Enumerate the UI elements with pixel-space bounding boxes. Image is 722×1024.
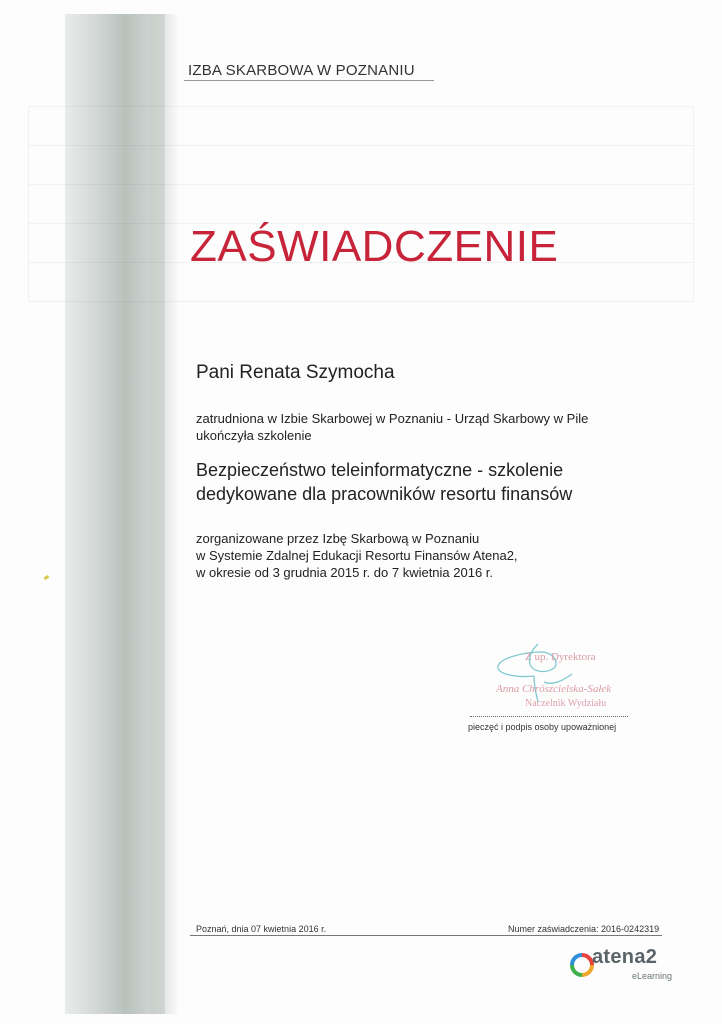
organized-line-1: zorganizowane przez Izbę Skarbową w Poznaniu xyxy=(196,531,480,546)
course-title-line-2: dedykowane dla pracowników resortu finansów xyxy=(196,484,573,504)
employment-line-1: zatrudniona w Izbie Skarbowej w Poznaniu - Urząd Skarbowy w Pile xyxy=(196,411,589,426)
certificate-title: ZAŚWIADCZENIE xyxy=(190,222,559,271)
course-title-line-1: Bezpieczeństwo teleinformatyczne - szkolenie xyxy=(196,460,564,480)
bleed-through-table xyxy=(28,106,694,302)
stray-mark xyxy=(44,575,50,580)
header-rule xyxy=(184,80,434,81)
recipient-name: Pani Renata Szymocha xyxy=(196,362,395,383)
signature-line xyxy=(470,716,628,717)
organized-line-3: w okresie od 3 grudnia 2015 r. do 7 kwietnia 2016 r. xyxy=(196,565,494,580)
employment-line-2: ukończyła szkolenie xyxy=(196,428,312,443)
course-title xyxy=(196,458,572,506)
atena-logo-text: atena2 xyxy=(592,946,658,968)
place-and-date: Poznań, dnia 07 kwietnia 2016 r. xyxy=(196,924,327,934)
stamp-and-signature xyxy=(480,640,650,720)
stamp-line-2: Anna Chrószcielska-Sałek xyxy=(496,683,612,695)
organized-line-2: w Systemie Zdalnej Edukacji Resortu Finansów Atena2, xyxy=(196,548,518,563)
stamp-line-3: Naczelnik Wydziału xyxy=(525,698,607,709)
footer-rule xyxy=(190,935,662,936)
atena-logo-subtitle: eLearning xyxy=(632,971,673,981)
stamp-line-1: Z up. Dyrektora xyxy=(525,651,596,663)
certificate-number: Numer zaświadczenia: 2016-0242319 xyxy=(508,924,660,934)
institution-header: IZBA SKARBOWA W POZNANIU xyxy=(188,62,415,79)
signature-caption: pieczęć i podpis osoby upoważnionej xyxy=(468,722,617,732)
